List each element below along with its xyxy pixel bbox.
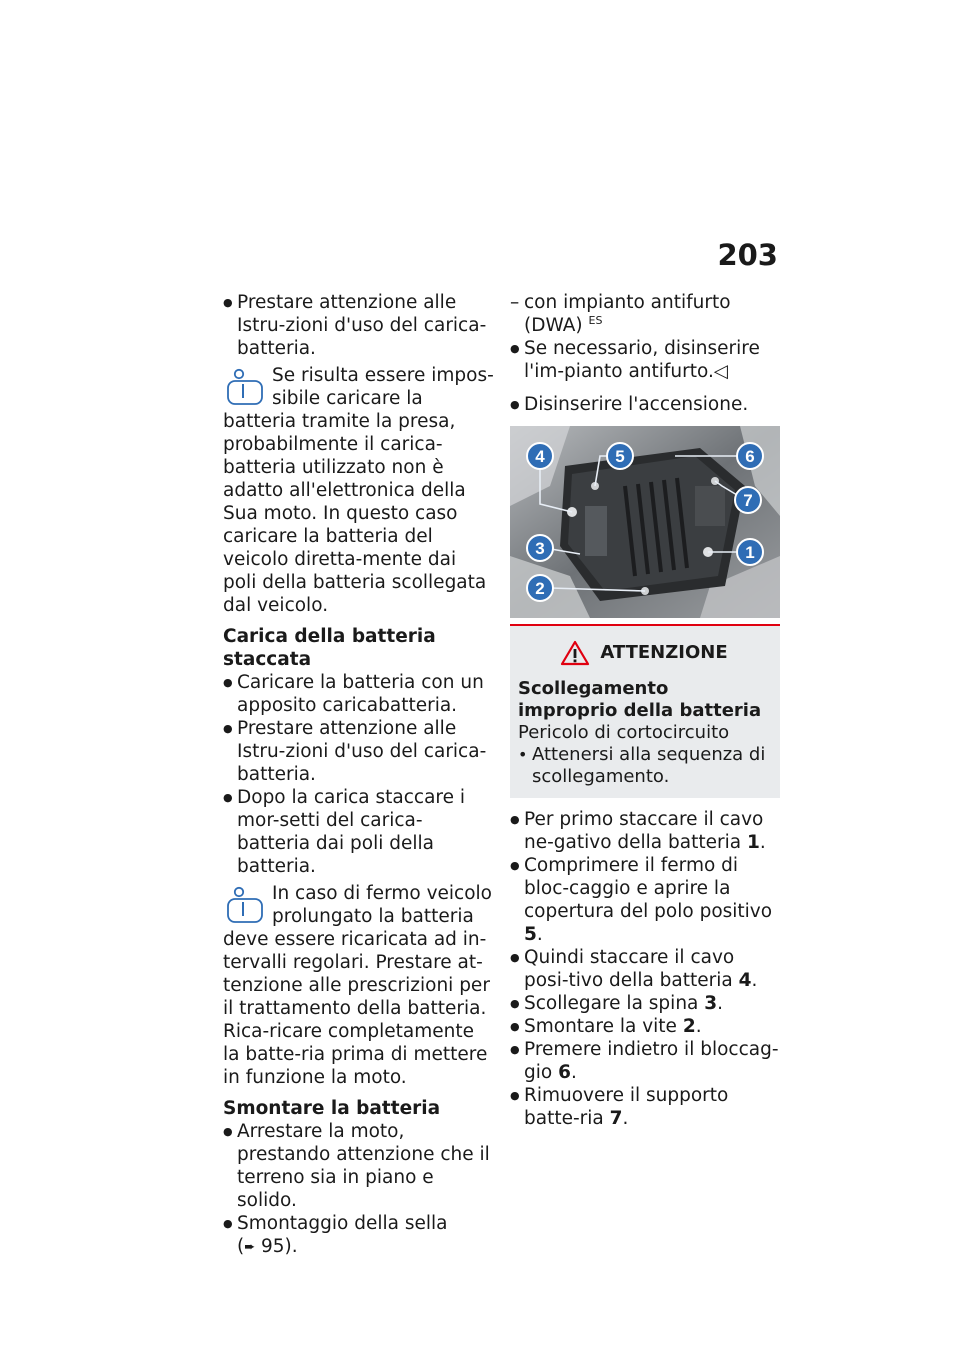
step-end: .	[759, 832, 766, 853]
heading-carica: Carica della batteria staccata	[223, 626, 436, 670]
step-end: .	[717, 993, 724, 1014]
bullet-istruzioni: ● Prestare attenzione alle Istru-zioni d'uso del carica-batteria.	[223, 717, 495, 786]
battery-illustration	[510, 426, 780, 618]
step-end: .	[622, 1108, 629, 1129]
step-item	[510, 854, 780, 946]
bullet-arrestare: ● Arrestare la moto, prestando attenzione che il terreno sia in piano e solido.	[223, 1120, 495, 1212]
info-note-1	[223, 364, 495, 617]
warning-bullet: • Attenersi alla sequenza di scollegamento.	[518, 744, 770, 788]
figure-label-5: 5	[615, 447, 625, 466]
figure-label-4: 4	[535, 447, 545, 466]
right-column	[510, 291, 780, 1130]
step-text: Quindi staccare il cavo posi-tivo della batteria	[524, 947, 739, 991]
bullet-staccare-morsetti: ● Dopo la carica staccare i mor-setti del carica-batteria dai poli della batteria.	[223, 786, 495, 878]
step-end: .	[695, 1016, 702, 1037]
info-note-2-text: In caso di fermo veicolo prolungato la batteria deve essere ricaricata ad in-tervalli regolari. Prestare at-tenzione alle prescrizioni per il trattamento della batteria. Rica-ricare completamente la batte-ria prima di mettere in funzione la moto.	[223, 883, 492, 1088]
step-item	[510, 1038, 780, 1084]
bullet-disinserire-antifurto	[510, 337, 780, 383]
warning-title: ATTENZIONE	[600, 642, 728, 663]
figure-label-6: 6	[745, 447, 755, 466]
info-note-2	[223, 882, 495, 1089]
page-number: 203	[717, 238, 778, 272]
bullet-smontaggio-sella: ● Smontaggio della sella (➨ 95).	[223, 1212, 495, 1259]
step-end: .	[751, 970, 758, 991]
end-of-condition-icon: ◁	[713, 361, 729, 382]
warning-subtitle: Scollegamento improprio della batteria	[518, 678, 762, 721]
step-item	[510, 946, 780, 992]
page-reference-arrow-icon: ➨	[244, 1240, 256, 1255]
step-end: .	[570, 1062, 577, 1083]
warning-triangle-icon	[560, 640, 590, 666]
condition-dwa-text: con impianto antifurto (DWA)	[524, 292, 731, 336]
bullet-caricare: ● Caricare la batteria con un apposito caricabatteria.	[223, 671, 495, 717]
step-text: Comprimere il fermo di bloc-caggio e aprire la copertura del polo positivo	[524, 855, 773, 922]
step-number: 4	[738, 970, 752, 991]
bullet-disinserire-accensione: ● Disinserire l'accensione.	[510, 393, 780, 416]
step-item	[510, 1084, 780, 1130]
figure-label-2: 2	[535, 579, 545, 598]
step-item	[510, 808, 780, 854]
info-icon	[226, 884, 264, 924]
dash-mark: –	[510, 292, 520, 313]
step-item	[510, 1015, 780, 1038]
battery-figure	[510, 426, 780, 618]
figure-label-3: 3	[535, 539, 545, 558]
warning-text: Pericolo di cortocircuito	[518, 722, 730, 743]
warning-box	[510, 624, 780, 798]
step-text: Scollegare la spina	[524, 993, 705, 1014]
figure-label-1: 1	[745, 543, 755, 562]
step-end: .	[536, 924, 543, 945]
step-number: 1	[746, 832, 760, 853]
bullet-instructions: ● Prestare attenzione alle Istru-zioni d'uso del carica-batteria.	[223, 291, 495, 360]
antifurto-text: Se necessario, disinserire l'im-pianto antifurto.	[524, 338, 760, 382]
figure-label-7: 7	[743, 491, 753, 510]
smontaggio-text: Smontaggio della sella	[237, 1213, 448, 1234]
condition-dwa	[510, 291, 780, 337]
heading-smontare: Smontare la batteria	[223, 1098, 441, 1119]
step-text: Rimuovere il supporto batte-ria	[524, 1085, 729, 1129]
country-code: ES	[588, 313, 603, 327]
warning-header	[518, 640, 770, 666]
step-text: Per primo staccare il cavo ne-gativo della batteria	[524, 809, 764, 853]
step-number: 3	[704, 993, 718, 1014]
steps-list	[510, 808, 780, 1130]
step-number: 7	[609, 1108, 623, 1129]
page-reference-link[interactable]: 95).	[261, 1236, 298, 1257]
step-number: 5	[524, 924, 537, 945]
step-item	[510, 992, 780, 1015]
left-column	[223, 291, 495, 1259]
info-icon	[226, 366, 264, 406]
info-note-1-text: Se risulta essere impos-sibile caricare la batteria tramite la presa, probabilmente il carica-batteria utilizzato non è adatto all'elettronica della Sua moto. In questo caso caricare la batteria del veicolo diretta-mente dai poli della batteria scollegata dal veicolo.	[223, 365, 494, 616]
step-text: Premere indietro il bloccag-gio	[524, 1039, 779, 1083]
step-text: Smontare la vite	[524, 1016, 683, 1037]
step-number: 2	[682, 1016, 696, 1037]
step-number: 6	[558, 1062, 571, 1083]
